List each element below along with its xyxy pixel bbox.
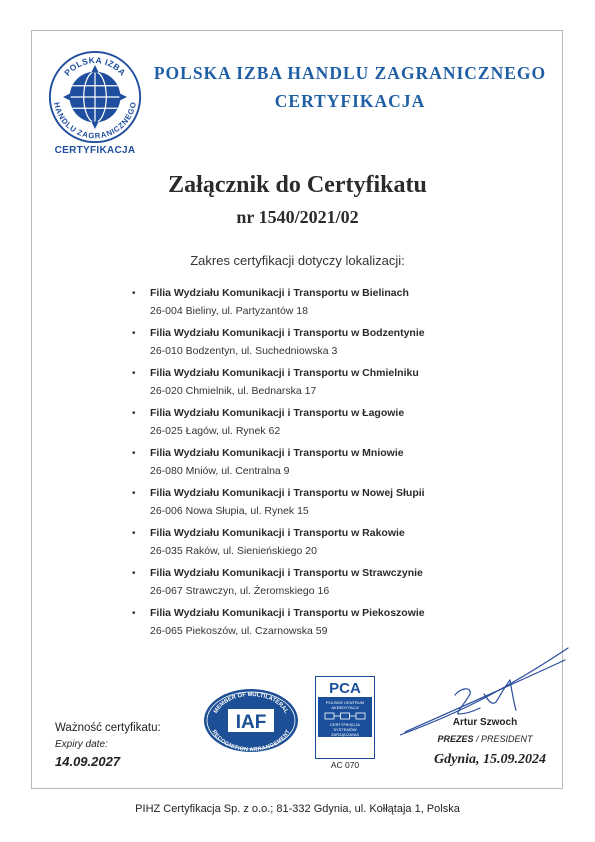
location-name: Filia Wydziału Komunikacji i Transportu w Strawczynie bbox=[150, 567, 423, 579]
location-item bbox=[132, 567, 562, 607]
bullet: • bbox=[132, 608, 136, 619]
location-name: Filia Wydziału Komunikacji i Transportu w Nowej Słupii bbox=[150, 487, 425, 499]
location-address: 26-025 Łagów, ul. Rynek 62 bbox=[150, 425, 281, 437]
signatory-role bbox=[420, 734, 550, 744]
logo-arc-top: POLSKA IZBA bbox=[62, 55, 128, 78]
validity-label-en: Expiry date: bbox=[55, 739, 108, 750]
pca-line1: POLSKIE CENTRUM bbox=[325, 700, 365, 705]
role-separator: / bbox=[473, 734, 481, 744]
pca-line2: AKREDYTACJI bbox=[331, 705, 359, 710]
bullet: • bbox=[132, 368, 136, 379]
pca-line4: SYSTEMÓW bbox=[333, 727, 357, 732]
bullet: • bbox=[132, 448, 136, 459]
location-item bbox=[132, 487, 562, 527]
certificate-number: nr 1540/2021/02 bbox=[236, 207, 359, 227]
location-item bbox=[132, 447, 562, 487]
document-title: Załącznik do Certyfikatu bbox=[168, 172, 427, 198]
iaf-arc-bottom: RECOGNITION ARRANGEMENT bbox=[210, 729, 292, 753]
location-name: Filia Wydziału Komunikacji i Transportu w Bodzentynie bbox=[150, 327, 425, 339]
location-address: 26-065 Piekoszów, ul. Czarnowska 59 bbox=[150, 625, 328, 637]
logo-arc-bottom: HANDLU ZAGRANICZNEGO bbox=[52, 101, 138, 141]
expiry-date: 14.09.2027 bbox=[55, 754, 121, 769]
location-item bbox=[132, 367, 562, 407]
bullet: • bbox=[132, 288, 136, 299]
location-name: Filia Wydziału Komunikacji i Transportu w Łagowie bbox=[150, 407, 405, 419]
location-name: Filia Wydziału Komunikacji i Transportu w Piekoszowie bbox=[150, 607, 425, 619]
bullet: • bbox=[132, 328, 136, 339]
issue-place-date: Gdynia, 15.09.2024 bbox=[434, 752, 546, 767]
bullet: • bbox=[132, 528, 136, 539]
iaf-arc-top: MEMBER OF MULTILATERAL bbox=[213, 691, 289, 715]
location-address: 26-080 Mniów, ul. Centralna 9 bbox=[150, 465, 290, 477]
location-item bbox=[132, 327, 562, 367]
organization-name: POLSKA IZBA HANDLU ZAGRANICZNEGO bbox=[153, 63, 547, 83]
location-name: Filia Wydziału Komunikacji i Transportu w Chmielniku bbox=[150, 367, 419, 379]
signatory-role-en: PRESIDENT bbox=[481, 734, 533, 744]
location-list bbox=[132, 287, 562, 647]
location-item bbox=[132, 287, 562, 327]
location-address: 26-067 Strawczyn, ul. Żeromskiego 16 bbox=[150, 585, 330, 597]
location-address: 26-004 Bieliny, ul. Partyzantów 18 bbox=[150, 305, 308, 317]
pca-line3: CERTYFIKACJA bbox=[330, 722, 360, 727]
validity-label: Ważność certyfikatu: bbox=[55, 722, 161, 734]
iaf-mark: IAF bbox=[235, 712, 267, 733]
location-item bbox=[132, 407, 562, 447]
pca-line5: ZARZĄDZANIA bbox=[331, 732, 359, 737]
bullet: • bbox=[132, 568, 136, 579]
location-address: 26-006 Nowa Słupia, ul. Rynek 15 bbox=[150, 505, 309, 517]
accreditation-code: AC 070 bbox=[330, 760, 360, 770]
iaf-mla-logo-icon bbox=[203, 688, 299, 753]
chamber-globe-emblem-icon bbox=[48, 50, 142, 144]
organization-subtitle: CERTYFIKACJA bbox=[274, 91, 426, 111]
pca-mark: PCA bbox=[329, 680, 361, 697]
bullet: • bbox=[132, 408, 136, 419]
signatory-role-pl: PREZES bbox=[437, 734, 474, 744]
logo-caption: CERTYFIKACJA bbox=[54, 145, 136, 156]
location-address: 26-035 Raków, ul. Sienieńskiego 20 bbox=[150, 545, 317, 557]
location-name: Filia Wydziału Komunikacji i Transportu w Rakowie bbox=[150, 527, 405, 539]
signatory-name: Artur Szwoch bbox=[452, 717, 518, 728]
location-item bbox=[132, 527, 562, 567]
footer-address: PIHZ Certyfikacja Sp. z o.o.; 81-332 Gdynia, ul. Kołłątaja 1, Polska bbox=[135, 803, 460, 815]
location-name: Filia Wydziału Komunikacji i Transportu w Bielinach bbox=[150, 287, 409, 299]
scope-intro: Zakres certyfikacji dotyczy lokalizacji: bbox=[190, 253, 405, 268]
bullet: • bbox=[132, 488, 136, 499]
location-name: Filia Wydziału Komunikacji i Transportu w Mniowie bbox=[150, 447, 404, 459]
location-address: 26-010 Bodzentyn, ul. Suchedniowska 3 bbox=[150, 345, 338, 357]
location-address: 26-020 Chmielnik, ul. Bednarska 17 bbox=[150, 385, 317, 397]
